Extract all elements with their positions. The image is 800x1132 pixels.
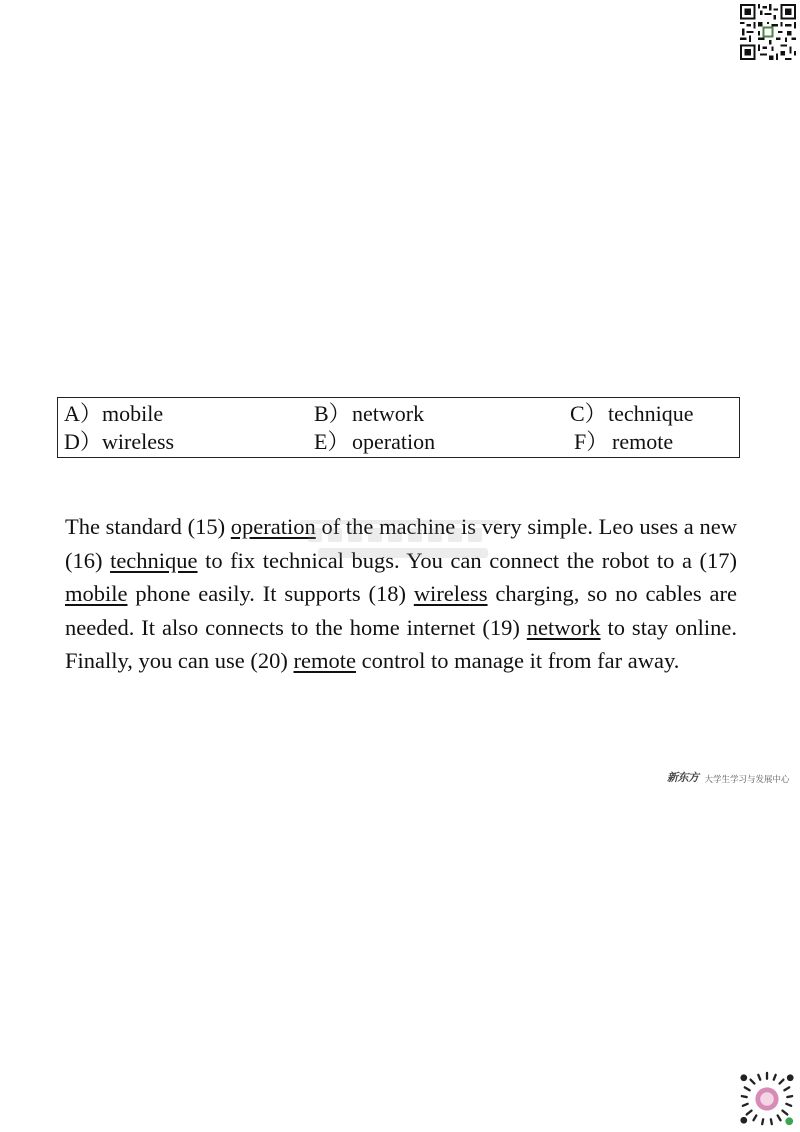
word-bank-box (57, 397, 740, 458)
passage-text: The standard (15) (65, 514, 231, 539)
publisher-logo (667, 763, 790, 785)
passage-text: of the machine is very simple. Leo uses a new (16) (65, 514, 737, 573)
option-word: remote (612, 429, 674, 454)
blank-19-answer: network (526, 614, 601, 640)
blank-16-answer: technique (110, 547, 198, 573)
option-letter: E） (314, 429, 350, 454)
passage-text: to stay online. Finally, you can use (20) (65, 614, 737, 674)
option-e (314, 428, 435, 456)
option-a (64, 400, 163, 428)
cloze-passage (65, 510, 737, 678)
passage-text: charging, so no cables are needed. It also connects to the home internet (19) (65, 581, 737, 640)
option-word: operation (352, 429, 436, 454)
option-f (574, 428, 673, 456)
option-letter: C） (570, 401, 607, 426)
option-word: wireless (102, 429, 175, 454)
option-letter: F） (574, 429, 609, 454)
option-d (64, 428, 174, 456)
option-word: technique (608, 401, 694, 426)
option-c (570, 400, 694, 428)
logo-text: 大学生学习与发展中心 (704, 775, 790, 785)
qr-code-icon (740, 4, 796, 60)
option-letter: D） (64, 429, 102, 454)
blank-18-answer: wireless (413, 581, 488, 607)
mini-program-code-icon (738, 1070, 796, 1128)
logo-mark: 新东方 (667, 771, 699, 784)
option-b (314, 400, 424, 428)
option-word: network (352, 401, 425, 426)
blank-20-answer: remote (293, 648, 356, 674)
passage-text: to fix technical bugs. You can connect the robot to a (17) (197, 547, 737, 573)
blank-15-answer: operation (230, 514, 316, 539)
blank-17-answer: mobile (65, 581, 128, 607)
option-letter: B） (314, 401, 351, 426)
option-letter: A） (64, 401, 102, 426)
passage-text: control to manage it from far away. (355, 648, 680, 674)
option-word: mobile (102, 401, 164, 426)
passage-text: phone easily. It supports (18) (127, 581, 414, 607)
